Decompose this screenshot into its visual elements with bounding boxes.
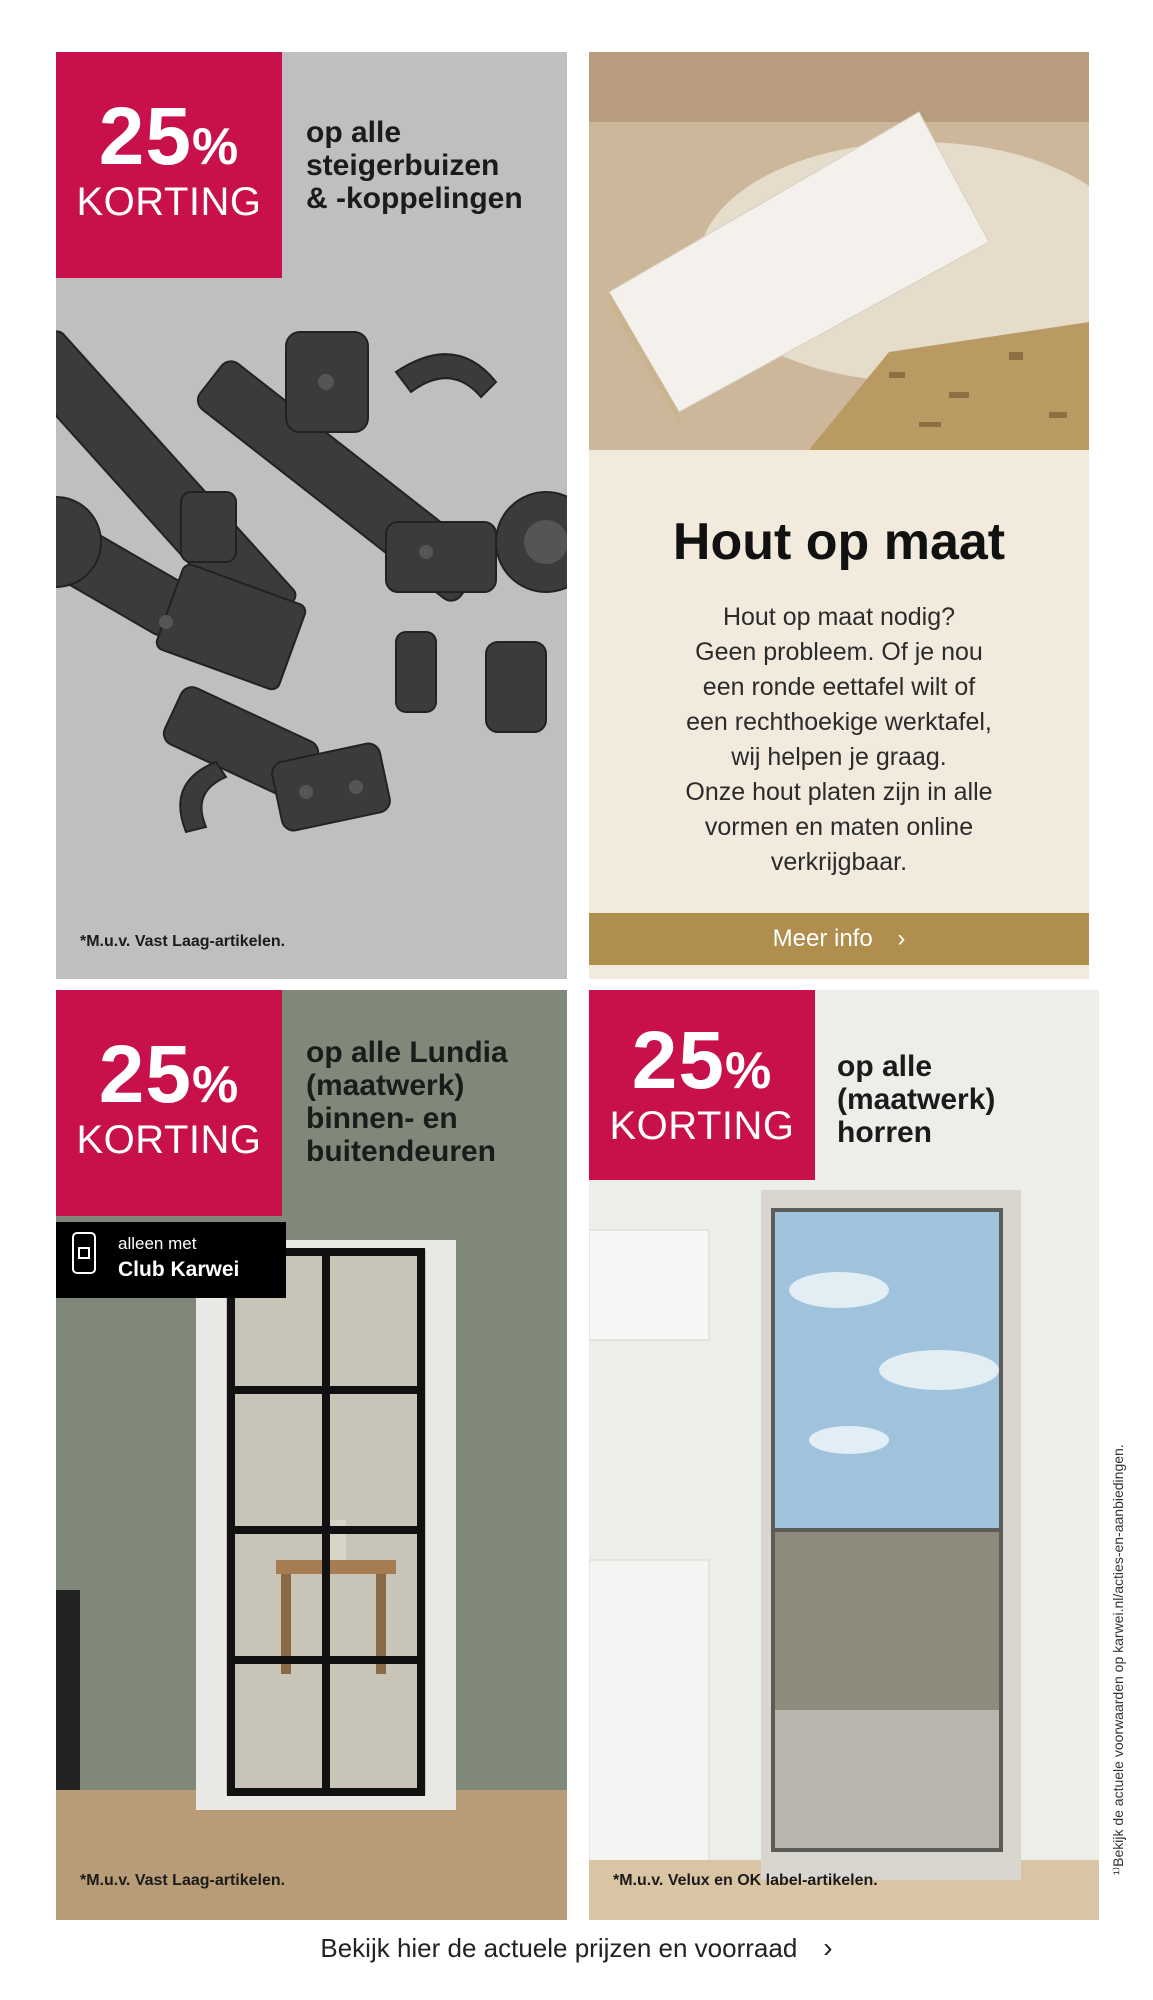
- discount-badge: [589, 990, 815, 1180]
- discount-label: KORTING: [609, 1104, 795, 1148]
- chevron-right-icon: ›: [823, 1932, 833, 1963]
- offer-text: op alle Lundia (maatwerk) binnen- en buitendeuren: [306, 1036, 508, 1168]
- smartphone-icon: [72, 1232, 96, 1274]
- promo-doors-panel[interactable]: [56, 990, 567, 1920]
- promo-scaffold-panel[interactable]: [56, 52, 567, 979]
- chevron-right-icon: ›: [897, 925, 906, 952]
- wood-title: Hout op maat: [672, 513, 1006, 571]
- club-karwei-badge: alleen met Club Karwei: [56, 1222, 286, 1298]
- discount-badge: [56, 990, 282, 1216]
- discount-percent: 25%: [98, 1029, 240, 1120]
- offer-text: op alle (maatwerk) horren: [837, 1050, 996, 1149]
- meer-info-button[interactable]: Meer info ›: [589, 913, 1089, 965]
- footnote: *M.u.v. Velux en OK label-artikelen.: [613, 1872, 878, 1889]
- offer-text: op alle steigerbuizen & -koppelingen: [306, 116, 523, 215]
- discount-label: KORTING: [76, 1118, 262, 1162]
- promo-screens-panel[interactable]: [589, 990, 1099, 1920]
- discount-percent: 25%: [98, 91, 240, 182]
- wood-to-size-panel: [589, 52, 1089, 979]
- wood-description: Hout op maat nodig? Geen probleem. Of je nou een ronde eettafel wilt of een rechthoekige werktafel, wij helpen je graag. Onze hout platen zijn in alle vormen en maten online verkrijgbaar.: [685, 603, 993, 876]
- wood-panels-image: [589, 52, 1089, 450]
- view-prices-link[interactable]: Bekijk hier de actuele prijzen en voorraad ›: [320, 1932, 833, 1963]
- discount-percent: 25%: [631, 1015, 773, 1106]
- discount-badge: [56, 52, 282, 278]
- terms-side-note: ¹⁾Bekijk de actuele voorwaarden op karwei.nl/acties-en-aanbiedingen.: [1110, 1444, 1126, 1875]
- footnote: *M.u.v. Vast Laag-artikelen.: [80, 1872, 286, 1889]
- discount-label: KORTING: [76, 180, 262, 224]
- footnote: *M.u.v. Vast Laag-artikelen.: [80, 933, 286, 950]
